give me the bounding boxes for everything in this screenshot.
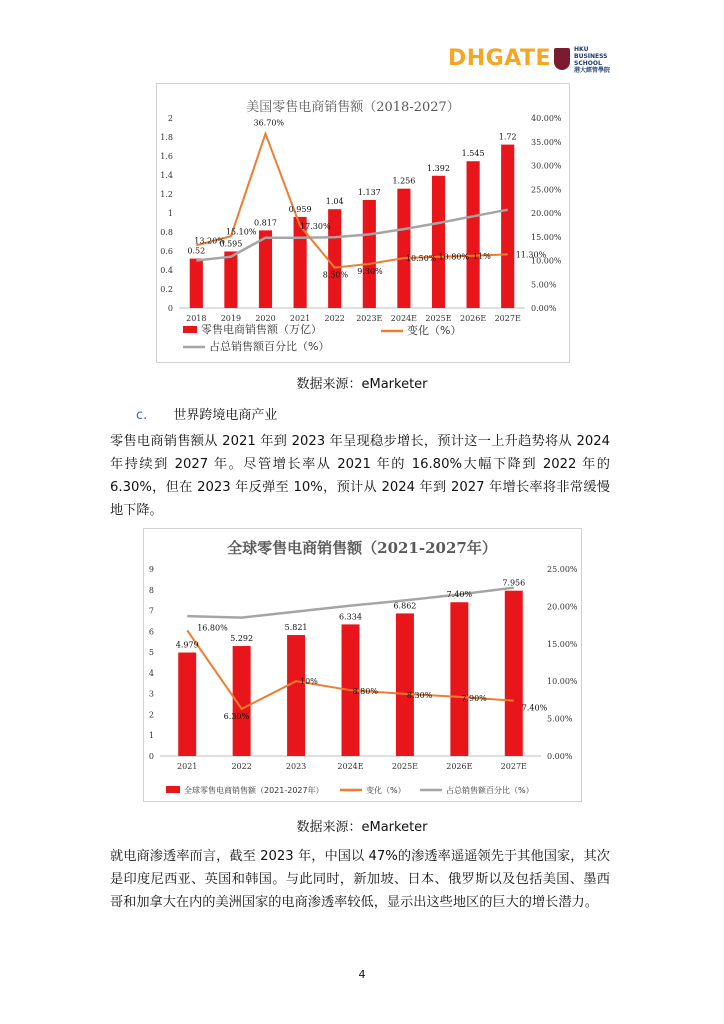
chart-title: 全球零售电商销售额（2021-2027年）: [227, 539, 497, 557]
bar: [178, 653, 196, 756]
line-data-label: 13.20%: [194, 236, 225, 246]
section-number: c.: [136, 408, 148, 423]
line-data-label: 7.40%: [521, 703, 548, 713]
bar-data-label: 1.256: [392, 176, 416, 186]
line-data-label: 9.30%: [357, 266, 383, 276]
header-logos: [448, 44, 616, 78]
bar: [224, 251, 237, 308]
x-tick-label: 2021: [177, 762, 198, 771]
hku-business-school-logo: [574, 46, 610, 74]
line-data-label: 10.50%: [405, 254, 437, 264]
y-right-tick-label: 25.00%: [531, 185, 562, 195]
paragraph-penetration: 就电商渗透率而言，截至 2023 年，中国以 47%的渗透率遥遥领先于其他国家，其次是印度尼西亚、英国和韩国。与此同时，新加坡、日本、俄罗斯以及包括美国、墨西哥和加拿大在内的美洲国家的电商渗透率较低，显示出这些地区的巨大的增长潜力。: [110, 849, 610, 910]
legend-label: 全球零售电商销售额（2021-2027年）: [184, 786, 324, 795]
chart2-source-caption: 数据来源：eMarketer: [296, 820, 428, 835]
y-right-tick-label: 25.00%: [547, 565, 578, 574]
x-tick-label: 2021: [289, 314, 311, 323]
bar-data-label: 0.959: [288, 204, 312, 214]
x-tick-label: 2020: [255, 314, 276, 323]
y-right-tick-label: 35.00%: [531, 137, 562, 147]
legend-swatch: [183, 326, 197, 333]
legend-item: [340, 785, 406, 795]
y-right-tick-label: 10.00%: [531, 256, 562, 266]
y-left-tick-label: 1.4: [160, 171, 173, 180]
bar-data-label: 7.956: [502, 578, 526, 588]
y-left-tick-label: 1.6: [160, 152, 173, 161]
y-left-tick-label: 2: [148, 710, 154, 720]
y-left-tick-label: 1.2: [160, 190, 173, 199]
line-data-label: 15.10%: [225, 227, 257, 237]
bar-data-label: 0.595: [219, 239, 243, 249]
y-left-tick-label: 6: [148, 627, 154, 637]
line-data-label: 10.80%: [438, 252, 470, 262]
x-tick-label: 2024E: [390, 314, 418, 323]
y-left-tick-label: 0: [148, 752, 154, 761]
x-tick-label: 2027E: [500, 762, 527, 771]
bar-data-label: 0.52: [187, 246, 206, 256]
global-retail-ecommerce-chart-svg: [144, 529, 581, 801]
x-tick-label: 2025E: [391, 762, 419, 771]
section-title: 世界跨境电商产业: [173, 408, 278, 423]
y-left-tick-label: 4: [148, 668, 154, 678]
legend-label: 变化（%）: [407, 324, 462, 337]
y-left-tick-label: 1: [148, 731, 154, 741]
hku-logo-line: SCHOOL: [574, 60, 602, 67]
x-tick-label: 2019: [220, 314, 242, 323]
bar: [450, 602, 468, 756]
bar: [363, 200, 376, 308]
bar-data-label: 5.292: [230, 634, 254, 644]
y-left-tick-label: 1: [167, 209, 173, 218]
chart-title: 美国零售电商销售额（2018-2027）: [246, 100, 460, 115]
bar: [505, 591, 523, 756]
chart1-source-caption: 数据来源：eMarketer: [296, 377, 428, 392]
bar: [501, 145, 514, 308]
legend-label: 零售电商销售额（万亿）: [201, 323, 322, 336]
global-retail-ecommerce-chart: [143, 528, 582, 802]
x-tick-label: 2022: [324, 314, 345, 323]
bar: [190, 259, 203, 308]
line-data-label: 16.80%: [197, 623, 228, 633]
bar: [467, 161, 480, 308]
bar-data-label: 1.72: [498, 132, 517, 142]
y-left-tick-label: 0.4: [160, 266, 173, 275]
bar: [397, 189, 410, 308]
line-data-label: 11%: [473, 251, 491, 261]
line-data-label: 10%: [300, 677, 318, 687]
bar: [259, 230, 272, 308]
x-tick-label: 2024E: [337, 762, 364, 771]
bar-data-label: 5.821: [284, 623, 308, 633]
line-data-label: 6.30%: [223, 711, 250, 721]
paragraph-sales-trend: 零售电商销售额从 2021 年到 2023 年呈现稳步增长，预计这一上升趋势将从 2024 年持续到 2027 年。尽管增长率从 2021 年的 16.80%大幅下降到 2022 年的 6.30%，但在 2023 年反弹至 10%，预计从 2024 年到 2027 年增长率将非常缓慢地下降。: [110, 434, 610, 518]
y-right-tick-label: 0.00%: [531, 304, 557, 313]
x-tick-label: 2023: [285, 762, 307, 771]
legend-label: 占总销售额百分比（%）: [209, 340, 330, 353]
legend-item: [381, 323, 461, 337]
x-tick-label: 2018: [186, 314, 207, 323]
bar-data-label: 1.04: [325, 197, 344, 207]
line-data-label: 8.30%: [406, 690, 433, 700]
legend-label: 变化（%）: [366, 786, 406, 795]
bar-data-label: 6.334: [339, 612, 362, 622]
line-data-label: 36.70%: [253, 118, 285, 128]
hku-logo-line: BUSINESS: [574, 53, 608, 60]
bar: [432, 176, 445, 308]
y-right-tick-label: 30.00%: [531, 161, 562, 171]
y-right-tick-label: 15.00%: [547, 639, 578, 649]
hku-crest-icon: [554, 48, 570, 70]
legend-swatch: [166, 786, 180, 793]
y-right-tick-label: 20.00%: [531, 209, 562, 218]
bar-data-label: 1.392: [427, 163, 450, 173]
y-left-tick-label: 1.8: [160, 133, 173, 142]
y-left-tick-label: 0.8: [160, 228, 173, 237]
dhgate-logo: DHGATE: [448, 46, 552, 71]
y-right-tick-label: 15.00%: [531, 232, 562, 242]
x-tick-label: 2026E: [446, 762, 473, 771]
legend-item: [166, 785, 324, 795]
page-number: 4: [358, 968, 366, 981]
y-right-tick-label: 40.00%: [531, 114, 562, 123]
bar-data-label: 6.862: [393, 601, 417, 611]
bar-data-label: 7.40%: [446, 590, 473, 600]
y-right-tick-label: 0.00%: [547, 752, 573, 761]
legend-item: [183, 339, 329, 353]
y-right-tick-label: 20.00%: [547, 602, 578, 612]
x-tick-label: 2022: [231, 762, 252, 771]
legend-item: [183, 322, 322, 336]
y-right-tick-label: 5.00%: [547, 714, 573, 724]
section-heading: [136, 404, 277, 423]
hku-logo-line: 港大經管學院: [574, 67, 611, 74]
x-tick-label: 2026E: [459, 314, 487, 323]
legend-label: 占总销售额百分比（%）: [446, 786, 534, 795]
bar: [396, 613, 414, 756]
bar-data-label: 4.979: [175, 640, 199, 650]
y-left-tick-label: 2: [167, 114, 173, 123]
x-tick-label: 2025E: [425, 314, 452, 323]
y-left-tick-label: 3: [148, 689, 154, 699]
y-left-tick-label: 7: [148, 606, 154, 616]
x-tick-label: 2023E: [356, 314, 383, 323]
y-left-tick-label: 5: [148, 648, 154, 658]
y-left-tick-label: 8: [148, 585, 154, 595]
bar: [287, 635, 305, 756]
legend-item: [420, 785, 534, 795]
x-tick-label: 2027E: [494, 314, 521, 323]
us-retail-ecommerce-chart: [156, 83, 570, 363]
bar-data-label: 1.137: [357, 187, 381, 197]
line-data-label: 17.30%: [300, 221, 331, 231]
hku-logo-line: HKU: [574, 46, 589, 53]
bar-data-label: 1.545: [461, 149, 485, 159]
bar-data-label: 0.817: [254, 218, 277, 228]
y-right-tick-label: 10.00%: [547, 677, 578, 687]
y-right-tick-label: 5.00%: [531, 280, 557, 290]
line-data-label: 11.30%: [515, 250, 547, 260]
line-data-label: 8.80%: [352, 687, 378, 697]
y-left-tick-label: 0: [167, 304, 173, 313]
y-left-tick-label: 0.6: [160, 247, 173, 256]
us-retail-ecommerce-chart-svg: [157, 84, 569, 362]
line-data-label: 7.90%: [461, 693, 487, 703]
line-data-label: 8.50%: [322, 270, 349, 280]
y-left-tick-label: 0.2: [160, 285, 173, 294]
y-left-tick-label: 9: [148, 565, 154, 574]
